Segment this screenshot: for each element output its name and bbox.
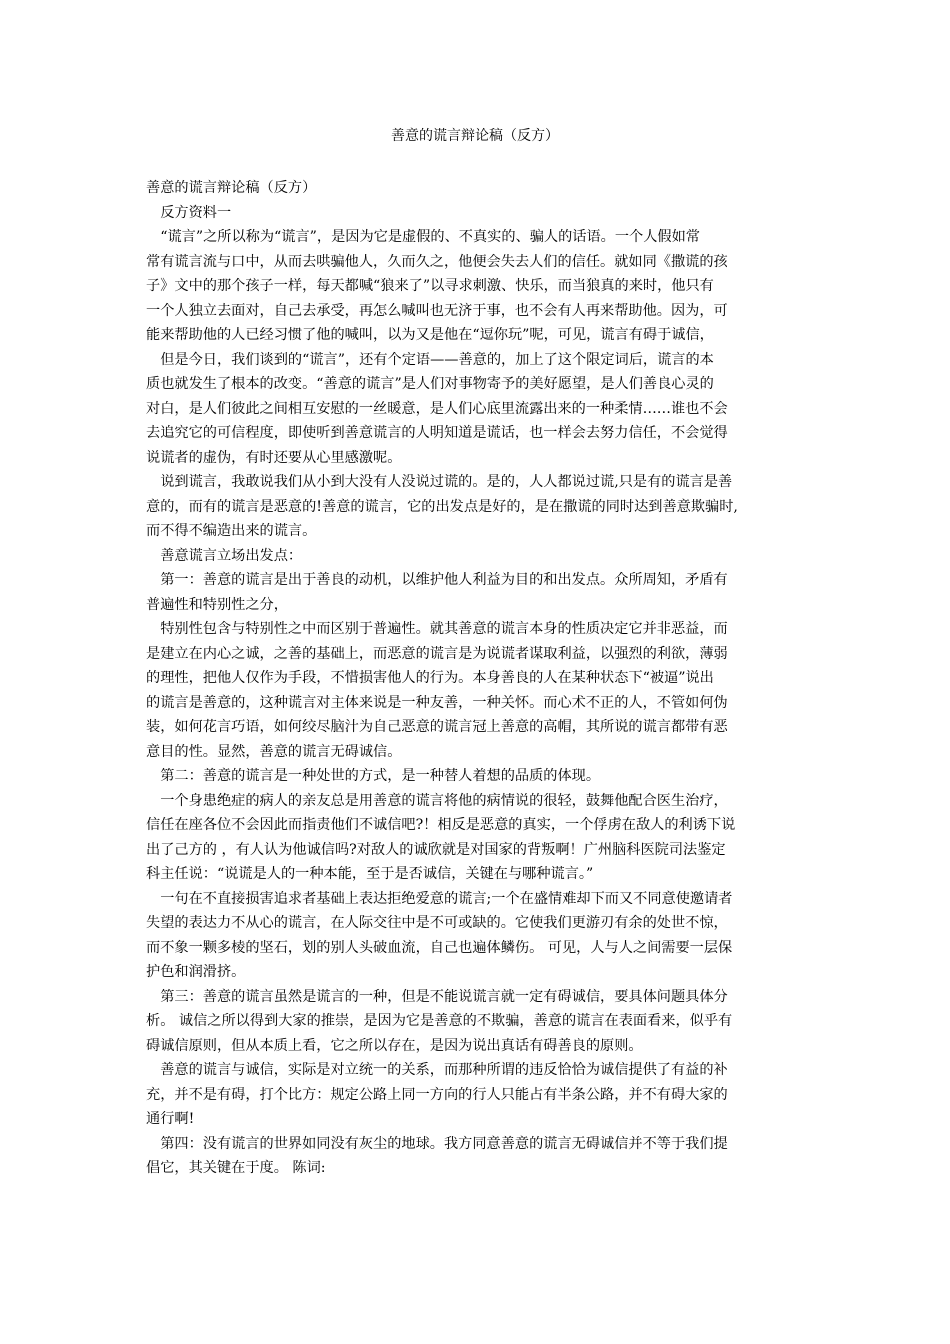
text-line: 护色和润滑挤。 [146,964,246,980]
text-line: 意目的性。显然，善意的谎言无碍诚信。 [146,743,402,760]
text-line: 析。 诚信之所以得到大家的推崇，是因为它是善意的不欺骗，善意的谎言在表面看来，似乎有 [146,1013,733,1029]
text-line: 对白，是人们彼此之间相互安慰的一丝暖意，是人们心底里流露出来的一种柔情……谁也不会 [146,400,728,417]
text-line: 去追究它的可信程度，即使听到善意谎言的人明知道是谎话，也一样会去努力信任，不会觉得 [146,425,728,441]
text-line: 第一：善意的谎言是出于善良的动机，以维护他人利益为目的和出发点。众所周知，矛盾有 [146,572,728,588]
text-line: 说谎者的虚伪，有时还要从心里感激呢。 [146,449,402,466]
text-line: 一个人独立去面对，自己去承受，再怎么喊叫也无济于事，也不会有人再来帮助他。因为，可 [146,302,728,319]
text-line: 常有谎言流与口中，从而去哄骗他人，久而久之，他便会失去人们的信任。就如同《撒谎的孩 [146,253,728,270]
text-line: 意的，而有的谎言是恶意的!善意的谎言，它的出发点是好的，是在撒谎的同时达到善意欺骗时, [146,498,738,515]
text-line: 说到谎言，我敢说我们从小到大没有人没说过谎的。是的，人人都说过谎,只是有的谎言是善 [146,474,733,490]
text-line: 质也就发生了根本的改变。“善意的谎言”是人们对事物寄予的美好愿望，是人们善良心灵的 [146,376,714,392]
text-line: 第四：没有谎言的世界如同没有灰尘的地球。我方同意善意的谎言无碍诚信并不等于我们提 [146,1135,728,1152]
text-line: 普遍性和特别性之分， [146,596,288,613]
document-title: 善意的谎言辩论稿（反方） [391,128,559,144]
text-line: 碍诚信原则，但从本质上看，它之所以存在，是因为说出真话有碍善良的原则。 [146,1037,643,1054]
text-line: 子》文中的那个孩子一样，每天都喊“狼来了”以寻求刺激、快乐，而当狼真的来时，他只有 [146,278,714,294]
text-line: 倡它，其关键在于度。 陈词: [146,1160,326,1176]
text-line: 出了己方的 ，有人认为他诚信吗?对敌人的诚欣就是对国家的背叛啊！广州脑科医院司法鉴定 [146,841,726,858]
text-line: 信任在座各位不会因此而指责他们不诚信吧?！相反是恶意的真实，一个俘虏在敌人的利诱下说 [146,817,736,833]
text-line: 而不得不编造出来的谎言。 [146,523,317,539]
text-line: 装，如何花言巧语，如何绞尽脑汁为自己恶意的谎言冠上善意的高帽，其所说的谎言都带有恶 [146,719,728,735]
text-line: 反方资料一 [146,204,232,221]
text-line: 的理性，把他人仅作为手段，不惜损害他人的行为。本身善良的人在某种状态下“被逼”说出 [146,670,714,686]
text-line: 善意的谎言辩论稿（反方） [146,180,317,196]
text-line: 的谎言是善意的，这种谎言对主体来说是一种友善，一种关怀。而心术不正的人，不管如何伪 [146,694,728,711]
text-line: 第三：善意的谎言虽然是谎言的一种，但是不能说谎言就一定有碍诚信，要具体问题具体分 [146,988,728,1005]
text-line: 科主任说：“说谎是人的一种本能，至于是否诚信，关键在与哪种谎言。” [146,866,594,882]
text-line: 能来帮助他的人已经习惯了他的喊叫，以为又是他在“逗你玩”呢，可见，谎言有碍于诚信， [146,327,714,343]
text-line: 失望的表达力不从心的谎言，在人际交往中是不可或缺的。它使我们更游刃有余的处世不惊， [146,915,728,931]
text-line: 一个身患绝症的病人的亲友总是用善意的谎言将他的病情说的很轻，鼓舞他配合医生治疗， [146,792,728,809]
text-line: 善意的谎言与诚信，实际是对立统一的关系，而那种所谓的违反恰恰为诚信提供了有益的补 [146,1062,728,1078]
text-line: 通行啊! [146,1111,195,1127]
text-line: 善意谎言立场出发点： [146,547,303,564]
text-line: 而不象一颗多棱的坚石，划的别人头破血流，自己也遍体鳞伤。 可见，人与人之间需要一层保 [146,939,733,956]
text-line: 特别性包含与特别性之中而区别于普遍性。就其善意的谎言本身的性质决定它并非恶益，而 [146,621,728,637]
text-line: 是建立在内心之诚，之善的基础上，而恶意的谎言是为说谎者谋取利益，以强烈的利欲，薄弱 [146,645,728,662]
text-line: 但是今日，我们谈到的“谎言”，还有个定语——善意的，加上了这个限定词后，谎言的本 [146,351,714,368]
text-line: 第二：善意的谎言是一种处世的方式，是一种替人着想的品质的体现。 [146,768,601,784]
text-line: 一句在不直接损害追求者基础上表达拒绝爱意的谎言;一个在盛情难却下而又不同意使邀请者 [146,890,733,907]
document-body [146,176,826,1181]
text-line: 充，并不是有碍，打个比方：规定公路上同一方向的行人只能占有半条公路，并不有碍大家的 [146,1086,728,1103]
text-line: “谎言”之所以称为“谎言”，是因为它是虚假的、不真实的、骗人的话语。一个人假如常 [146,229,700,245]
